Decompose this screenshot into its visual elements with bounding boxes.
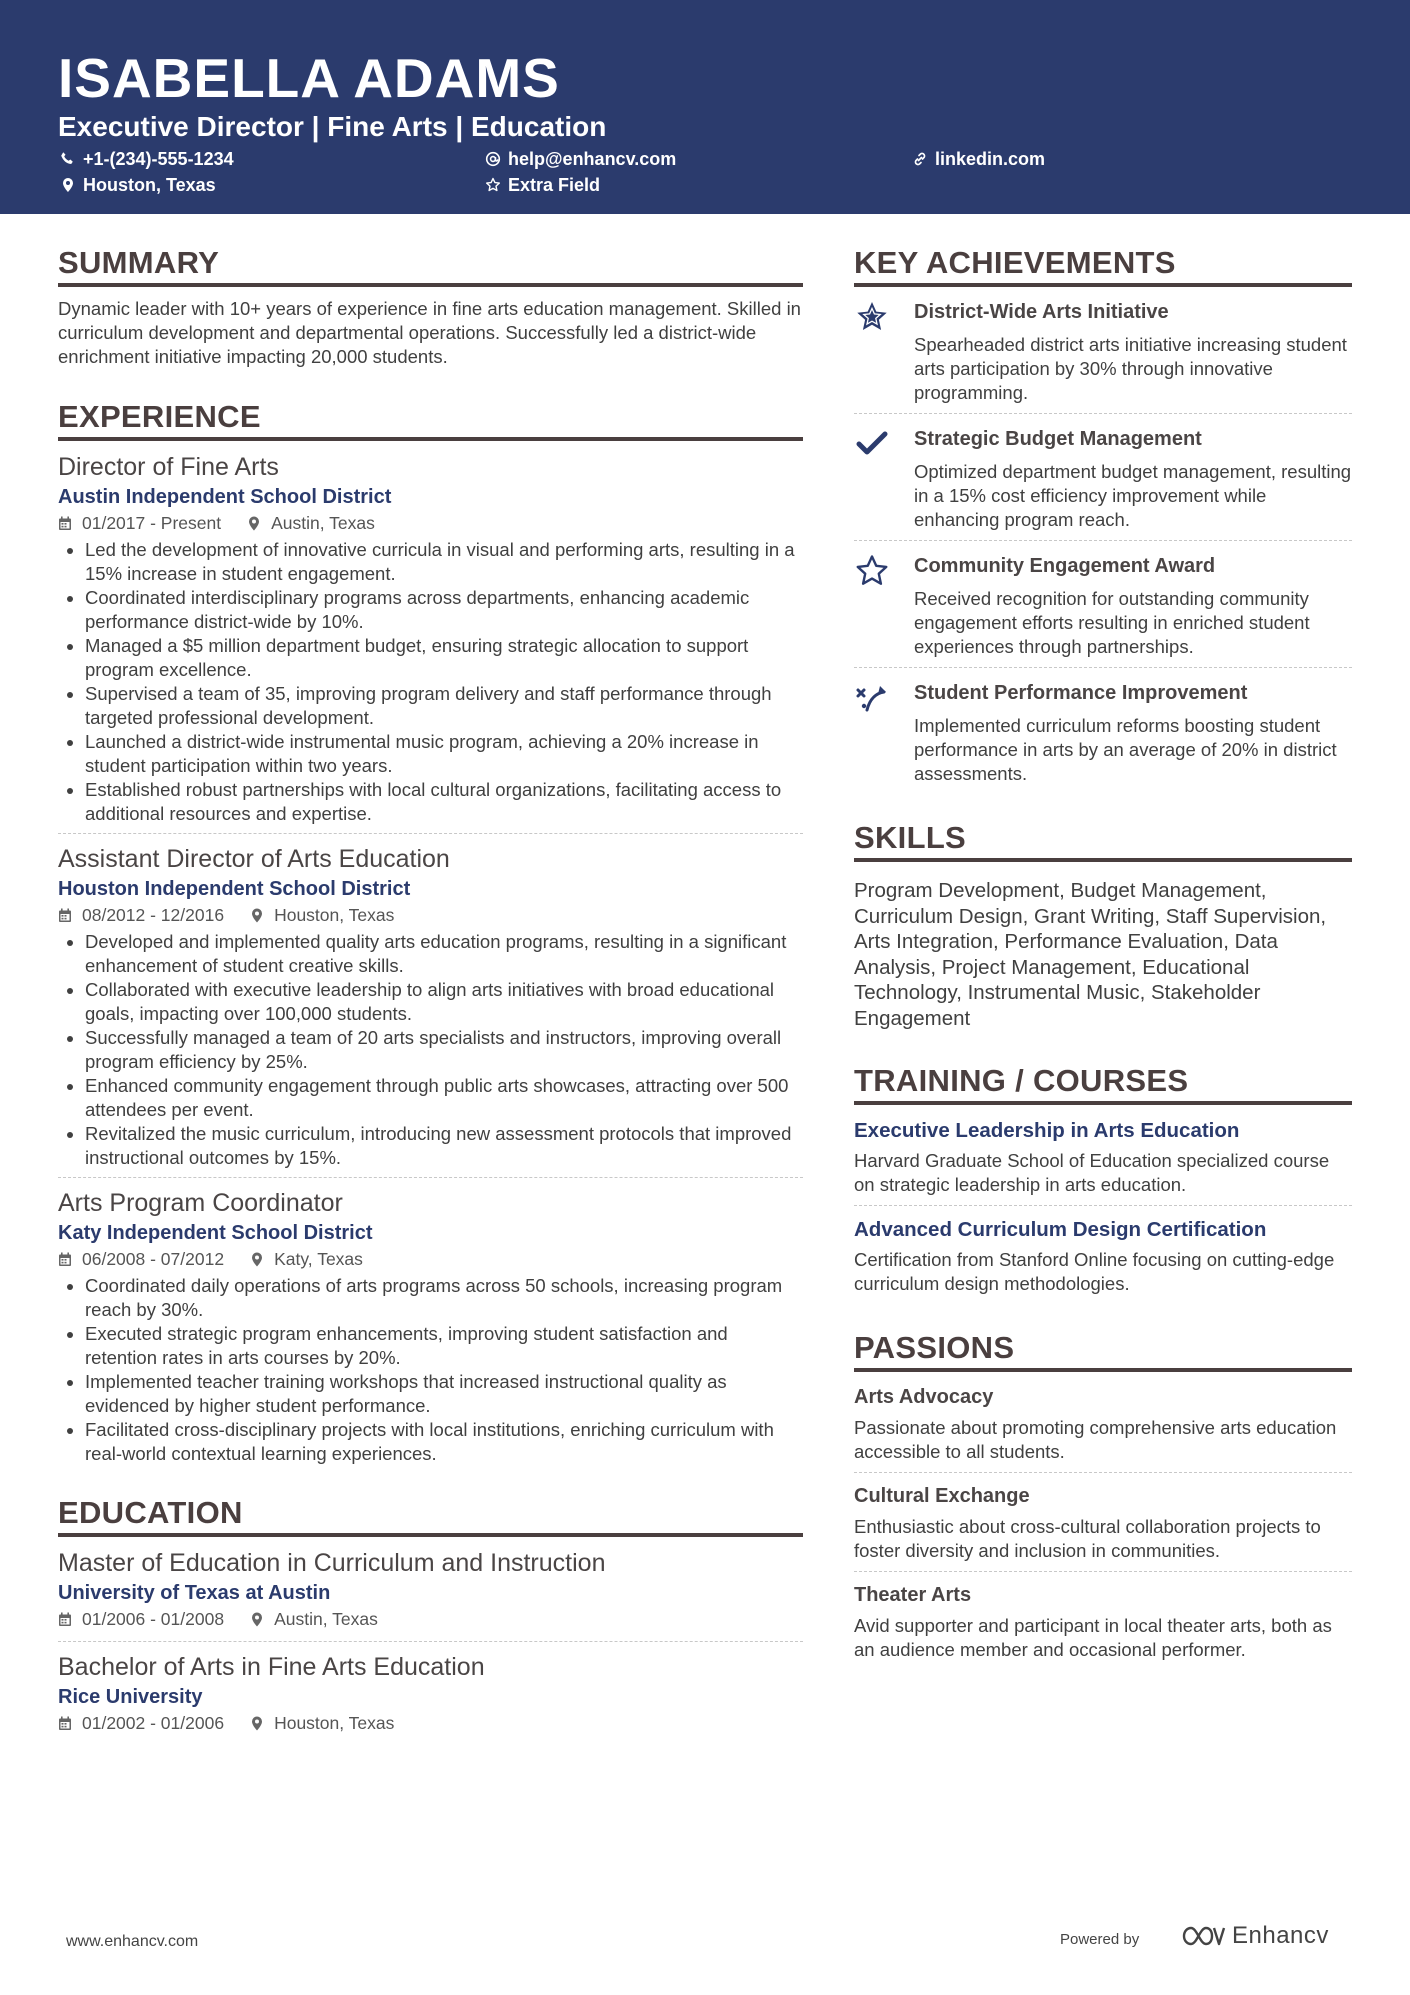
location-text: Houston, Texas (83, 175, 216, 195)
school-name: Rice University (58, 1686, 203, 1708)
job-dates: 08/2012 - 12/2016 (82, 905, 225, 925)
job-title: Assistant Director of Arts Education (58, 845, 450, 873)
footer-website-link[interactable]: www.enhancv.com (66, 1933, 199, 1950)
job-entry (58, 1187, 803, 1473)
star-outline-icon (485, 177, 501, 193)
email-text[interactable]: help@enhancv.com (508, 149, 677, 169)
job-meta (58, 511, 803, 535)
education-location: Austin, Texas (274, 1609, 378, 1629)
star-outline-icon (854, 553, 890, 589)
contact-location (60, 174, 216, 196)
location-pin-icon (60, 177, 76, 193)
job-bullet: • Facilitated cross-disciplinary projects with local institutions, enriching curriculum with real-world contextual learning experiences. (85, 1418, 803, 1466)
job-bullet: • Managed a $5 million department budget, ensuring strategic allocation to support program excellence. (85, 634, 803, 682)
linkedin-text[interactable]: linkedin.com (935, 149, 1046, 169)
job-bullet: • Executed strategic program enhancements, improving student satisfaction and retention rates in arts courses by 20%. (85, 1322, 803, 1370)
course-title: Executive Leadership in Arts Education (854, 1119, 1240, 1142)
checkmark-icon (854, 426, 890, 462)
skills-text: Program Development, Budget Management, Curriculum Design, Grant Writing, Staff Supervision, Arts Integration, Performance Evaluation, Data Analysis, Project Management, Educational Technology, Instrumental Music, Stakeholder Engagement (854, 879, 1327, 1030)
passion-title: Cultural Exchange (854, 1485, 1030, 1507)
job-meta (58, 1247, 803, 1271)
job-organization: Katy Independent School District (58, 1222, 373, 1244)
achievement-item (854, 668, 1352, 794)
job-entry (58, 451, 803, 834)
achievement-item (854, 541, 1352, 668)
passions-section (854, 1330, 1352, 1670)
candidate-name: ISABELLA ADAMS (58, 47, 560, 109)
job-entry (58, 843, 803, 1178)
education-location: Houston, Texas (274, 1713, 395, 1733)
job-bullet: • Supervised a team of 35, improving program delivery and staff performance through targeted professional development. (85, 682, 803, 730)
phone-icon (60, 151, 76, 167)
candidate-role: Executive Director | Fine Arts | Education (58, 111, 607, 142)
job-bullet: • Revitalized the music curriculum, introducing new assessment protocols that improved instructional outcomes by 15%. (85, 1122, 803, 1170)
passion-description: Enthusiastic about cross-cultural collaboration projects to foster diversity and inclusion in communities. (854, 1516, 1321, 1561)
job-organization: Austin Independent School District (58, 486, 392, 508)
education-entry (58, 1651, 803, 1745)
passion-description: Avid supporter and participant in local theater arts, both as an audience member and occasional performer. (854, 1615, 1332, 1660)
powered-by-label: Powered by (1060, 1931, 1140, 1948)
achievement-description: Received recognition for outstanding community engagement efforts resulting in enriched student experiences through partnerships. (914, 588, 1310, 657)
job-bullet: • Enhanced community engagement through public arts showcases, attracting over 500 attendees per event. (85, 1074, 803, 1122)
enhancv-logo-icon (1180, 1922, 1228, 1950)
location-pin-icon (247, 516, 261, 531)
course-item (854, 1214, 1352, 1304)
experience-heading: EXPERIENCE (58, 399, 803, 441)
school-name: University of Texas at Austin (58, 1582, 331, 1604)
degree-title: Master of Education in Curriculum and Instruction (58, 1549, 606, 1577)
calendar-icon (58, 908, 72, 923)
job-organization: Houston Independent School District (58, 878, 411, 900)
at-sign-icon (485, 151, 501, 167)
job-location: Houston, Texas (274, 905, 395, 925)
education-section (58, 1495, 803, 1745)
summary-text: Dynamic leader with 10+ years of experience in fine arts education management. Skilled in curriculum development and departmental operations. Successfully led a district-wide enrichment initiative impacting 20,000 students. (58, 298, 801, 367)
location-pin-icon (250, 908, 264, 923)
extra-field-text: Extra Field (508, 175, 601, 195)
job-location: Katy, Texas (274, 1249, 363, 1269)
education-entry (58, 1547, 803, 1642)
right-column (854, 245, 1352, 1700)
achievement-title: Strategic Budget Management (914, 428, 1202, 450)
job-title: Arts Program Coordinator (58, 1189, 343, 1217)
degree-title: Bachelor of Arts in Fine Arts Education (58, 1653, 485, 1681)
passion-item (854, 1580, 1352, 1670)
job-meta (58, 903, 803, 927)
education-dates: 01/2006 - 01/2008 (82, 1609, 225, 1629)
training-section (854, 1063, 1352, 1304)
phone-text: +1-(234)-555-1234 (83, 149, 234, 169)
passion-description: Passionate about promoting comprehensive arts education accessible to all students. (854, 1417, 1337, 1462)
location-pin-icon (250, 1716, 264, 1731)
achievement-title: Student Performance Improvement (914, 682, 1248, 704)
course-description: Certification from Stanford Online focusing on cutting-edge curriculum design methodologies. (854, 1249, 1335, 1294)
course-description: Harvard Graduate School of Education specialized course on strategic leadership in arts education. (854, 1150, 1330, 1195)
job-dates: 06/2008 - 07/2012 (82, 1249, 225, 1269)
passion-title: Theater Arts (854, 1584, 972, 1606)
job-dates: 01/2017 - Present (82, 513, 222, 533)
job-bullet: • Implemented teacher training workshops that increased instructional quality as evidenced by higher student performance. (85, 1370, 803, 1418)
star-filled-icon (854, 299, 890, 335)
enhancv-brand[interactable] (1180, 1922, 1329, 1950)
calendar-icon (58, 1252, 72, 1267)
job-bullet: • Launched a district-wide instrumental music program, achieving a 20% increase in student participation within two years. (85, 730, 803, 778)
calendar-icon (58, 516, 72, 531)
achievement-description: Optimized department budget management, resulting in a 15% cost efficiency improvement while enhancing program reach. (914, 461, 1352, 530)
job-bullets (58, 930, 803, 1170)
achievement-title: District-Wide Arts Initiative (914, 301, 1169, 323)
achievements-section (854, 245, 1352, 794)
job-bullet: • Successfully managed a team of 20 arts specialists and instructors, improving overall program efficiency by 25%. (85, 1026, 803, 1074)
location-pin-icon (250, 1612, 264, 1627)
summary-section (58, 245, 803, 369)
link-icon (912, 151, 928, 167)
summary-heading: SUMMARY (58, 245, 803, 287)
job-location: Austin, Texas (271, 513, 375, 533)
education-meta (58, 1711, 803, 1735)
calendar-icon (58, 1612, 72, 1627)
education-meta (58, 1607, 803, 1631)
contact-linkedin[interactable] (912, 148, 1045, 170)
job-bullet: • Coordinated interdisciplinary programs across departments, enhancing academic performance district-wide by 10%. (85, 586, 803, 634)
contact-email[interactable] (485, 148, 676, 170)
achievement-description: Implemented curriculum reforms boosting student performance in arts by an average of 20% in district assessments. (914, 715, 1337, 784)
job-bullets (58, 1274, 803, 1466)
achievement-item (854, 287, 1352, 414)
education-heading: EDUCATION (58, 1495, 803, 1537)
job-bullet: • Developed and implemented quality arts education programs, resulting in a significant enhancement of student creative skills. (85, 930, 803, 978)
skills-heading: SKILLS (854, 820, 1352, 862)
course-item (854, 1115, 1352, 1206)
achievement-item (854, 414, 1352, 541)
achievement-title: Community Engagement Award (914, 555, 1216, 577)
achievement-description: Spearheaded district arts initiative increasing student arts participation by 30% through innovative programming. (914, 334, 1347, 403)
strategy-arrow-icon (854, 680, 890, 716)
job-bullets (58, 538, 803, 826)
experience-section (58, 399, 803, 1473)
education-dates: 01/2002 - 01/2006 (82, 1713, 225, 1733)
achievements-heading: KEY ACHIEVEMENTS (854, 245, 1352, 287)
job-bullet: • Collaborated with executive leadership to align arts initiatives with broad educational goals, impacting over 100,000 students. (85, 978, 803, 1026)
job-bullet: • Led the development of innovative curricula in visual and performing arts, resulting in a 15% increase in student engagement. (85, 538, 803, 586)
resume-header (0, 0, 1410, 214)
passion-title: Arts Advocacy (854, 1386, 994, 1408)
contact-extra-field (485, 174, 600, 196)
course-title: Advanced Curriculum Design Certification (854, 1218, 1267, 1241)
left-column (58, 245, 803, 1775)
location-pin-icon (250, 1252, 264, 1267)
training-heading: TRAINING / COURSES (854, 1063, 1352, 1105)
contact-phone (60, 148, 234, 170)
skills-section (854, 820, 1352, 1031)
passion-item (854, 1382, 1352, 1473)
job-title: Director of Fine Arts (58, 453, 279, 481)
job-bullet: • Established robust partnerships with local cultural organizations, facilitating access to additional resources and expertise. (85, 778, 803, 826)
passions-heading: PASSIONS (854, 1330, 1352, 1372)
job-bullet: • Coordinated daily operations of arts programs across 50 schools, increasing program reach by 30%. (85, 1274, 803, 1322)
brand-name: Enhancv (1232, 1922, 1329, 1949)
passion-item (854, 1481, 1352, 1572)
calendar-icon (58, 1716, 72, 1731)
